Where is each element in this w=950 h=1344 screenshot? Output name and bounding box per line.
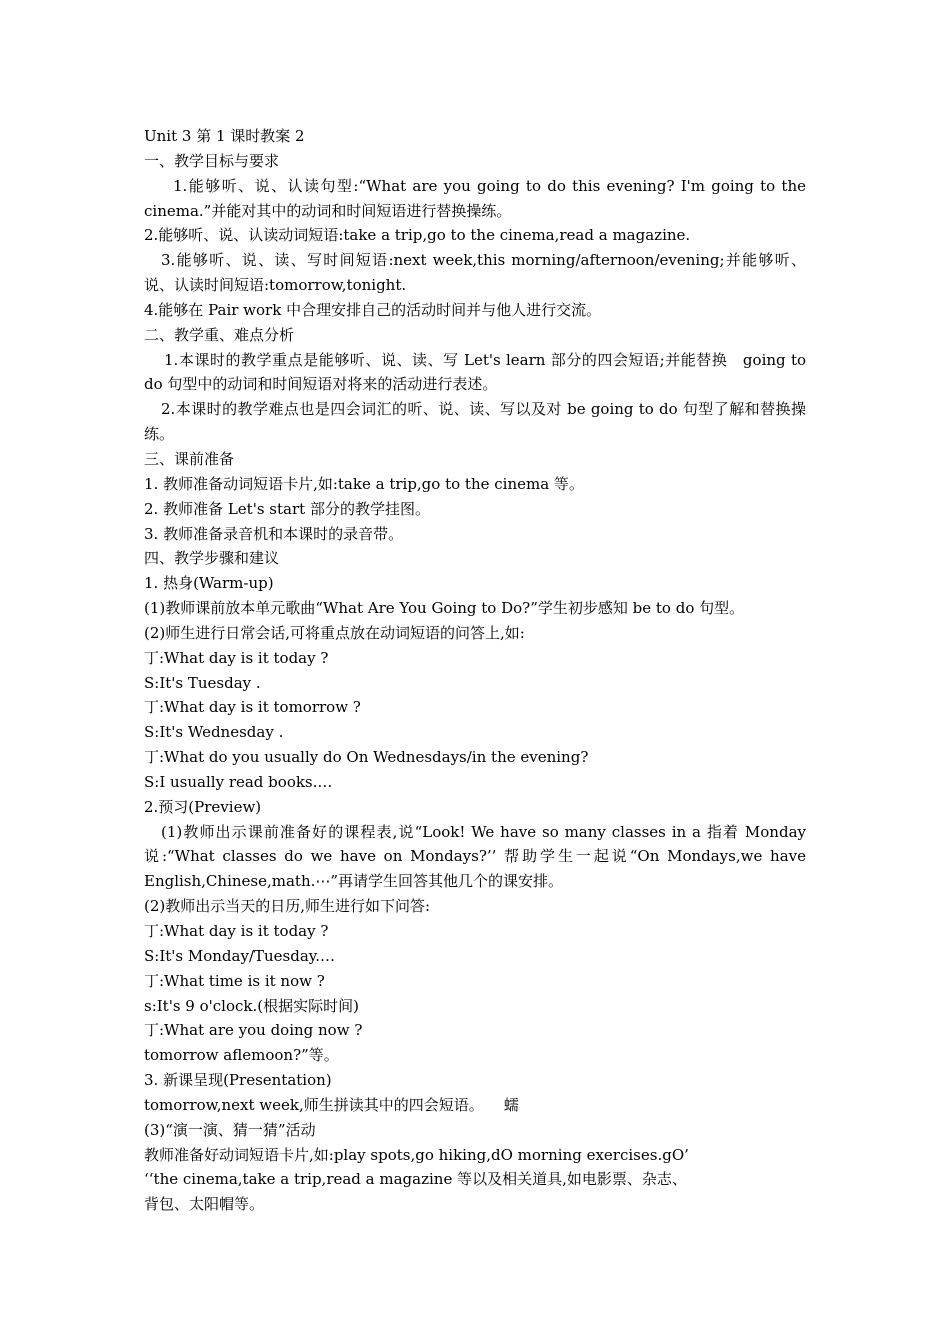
section-heading-1: 一、教学目标与要求: [144, 151, 280, 170]
step-preview: 2.预习(Preview): [144, 797, 262, 816]
objective-3: 3.能够听、说、读、写时间短语:next week,this morning/afternoon/evening;并能够听、说、认读时间短语:tomorrow,tonight.: [144, 251, 806, 295]
preview-1: (1)教师出示课前准备好的课程表,说“Look! We have so many classes in a 指着 Monday 说:“What classes do we have on Mondays?’’ 帮助学生一起说“On Mondays,we have English,Chinese,math.⋯”再请学生回答其他几个的课安排。: [144, 822, 806, 891]
dialog-line: S:I usually read books.…: [144, 772, 333, 791]
warmup-2: (2)师生进行日常会话,可将重点放在动词短语的问答上,如:: [144, 623, 525, 642]
dialog-line: tomorrow aflemoon?”等。: [144, 1046, 339, 1065]
dialog-line: s:It's 9 o'clock.(根据实际时间): [144, 996, 359, 1015]
presentation-1-text: tomorrow,next week,师生拼读其中的四会短语。: [144, 1095, 484, 1114]
dialog-line: 丁:What time is it now ?: [144, 971, 325, 990]
dialog-line: 丁:What are you doing now ?: [144, 1021, 363, 1040]
dialog-line: 丁:What day is it today ?: [144, 922, 329, 940]
dialog-line: 丁:What do you usually do On Wednesdays/in the evening?: [144, 748, 589, 767]
activity-line: 教师准备好动词短语卡片,如:play spots,go hiking,dO morning exercises.gO’: [144, 1145, 689, 1164]
keypoint-2: 2.本课时的教学难点也是四会词汇的听、说、读、写以及对 be going to do 句型了解和替换操练。: [144, 400, 806, 444]
dialog-line: S:It's Wednesday .: [144, 723, 284, 742]
objective-1: 1.能够听、说、认读句型:“What are you going to do this evening? I'm going to the cinema.”并能对其中的动词和时间短语进行替换操练。: [144, 176, 806, 220]
step-presentation: 3. 新课呈现(Presentation): [144, 1071, 332, 1090]
activity-heading: (3)“演一演、猜一猜”活动: [144, 1120, 316, 1139]
dialog-line: 丁:What day is it tomorrow ?: [144, 698, 361, 717]
prep-1: 1. 教师准备动词短语卡片,如:take a trip,go to the cinema 等。: [144, 474, 584, 493]
stray-glyph: 蠕: [503, 1095, 519, 1114]
section-heading-4: 四、教学步骤和建议: [144, 549, 280, 568]
activity-line: 背包、太阳帽等。: [144, 1195, 265, 1214]
doc-title: Unit 3 第 1 课时教案 2: [144, 127, 305, 145]
activity-line: ‘‘the cinema,take a trip,read a magazine 等以及相关道具,如电影票、杂志、: [144, 1170, 687, 1189]
keypoint-1: 1.本课时的教学重点是能够听、说、读、写 Let's learn 部分的四会短语;并能替换 going to do 句型中的动词和时间短语对将来的活动进行表述。: [144, 350, 806, 394]
objective-4: 4.能够在 Pair work 中合理安排自己的活动时间并与他人进行交流。: [144, 300, 602, 319]
presentation-1: [144, 1093, 806, 1118]
warmup-1: (1)教师课前放本单元歌曲“What Are You Going to Do?”学生初步感知 be to do 句型。: [144, 599, 745, 618]
lesson-plan-body: [144, 124, 806, 1217]
dialog-line: 丁:What day is it today ?: [144, 648, 329, 667]
prep-2: 2. 教师准备 Let's start 部分的教学挂图。: [144, 499, 430, 518]
step-warmup: 1. 热身(Warm-up): [144, 574, 274, 593]
prep-3: 3. 教师准备录音机和本课时的录音带。: [144, 524, 404, 543]
preview-2: (2)教师出示当天的日历,师生进行如下问答:: [144, 897, 431, 916]
section-heading-2: 二、教学重、难点分析: [144, 325, 295, 344]
objective-2: 2.能够听、说、认读动词短语:take a trip,go to the cinema,read a magazine.: [144, 226, 691, 245]
section-heading-3: 三、课前准备: [144, 449, 235, 468]
dialog-line: S:It's Monday/Tuesday.…: [144, 946, 336, 965]
dialog-line: S:It's Tuesday .: [144, 673, 261, 692]
